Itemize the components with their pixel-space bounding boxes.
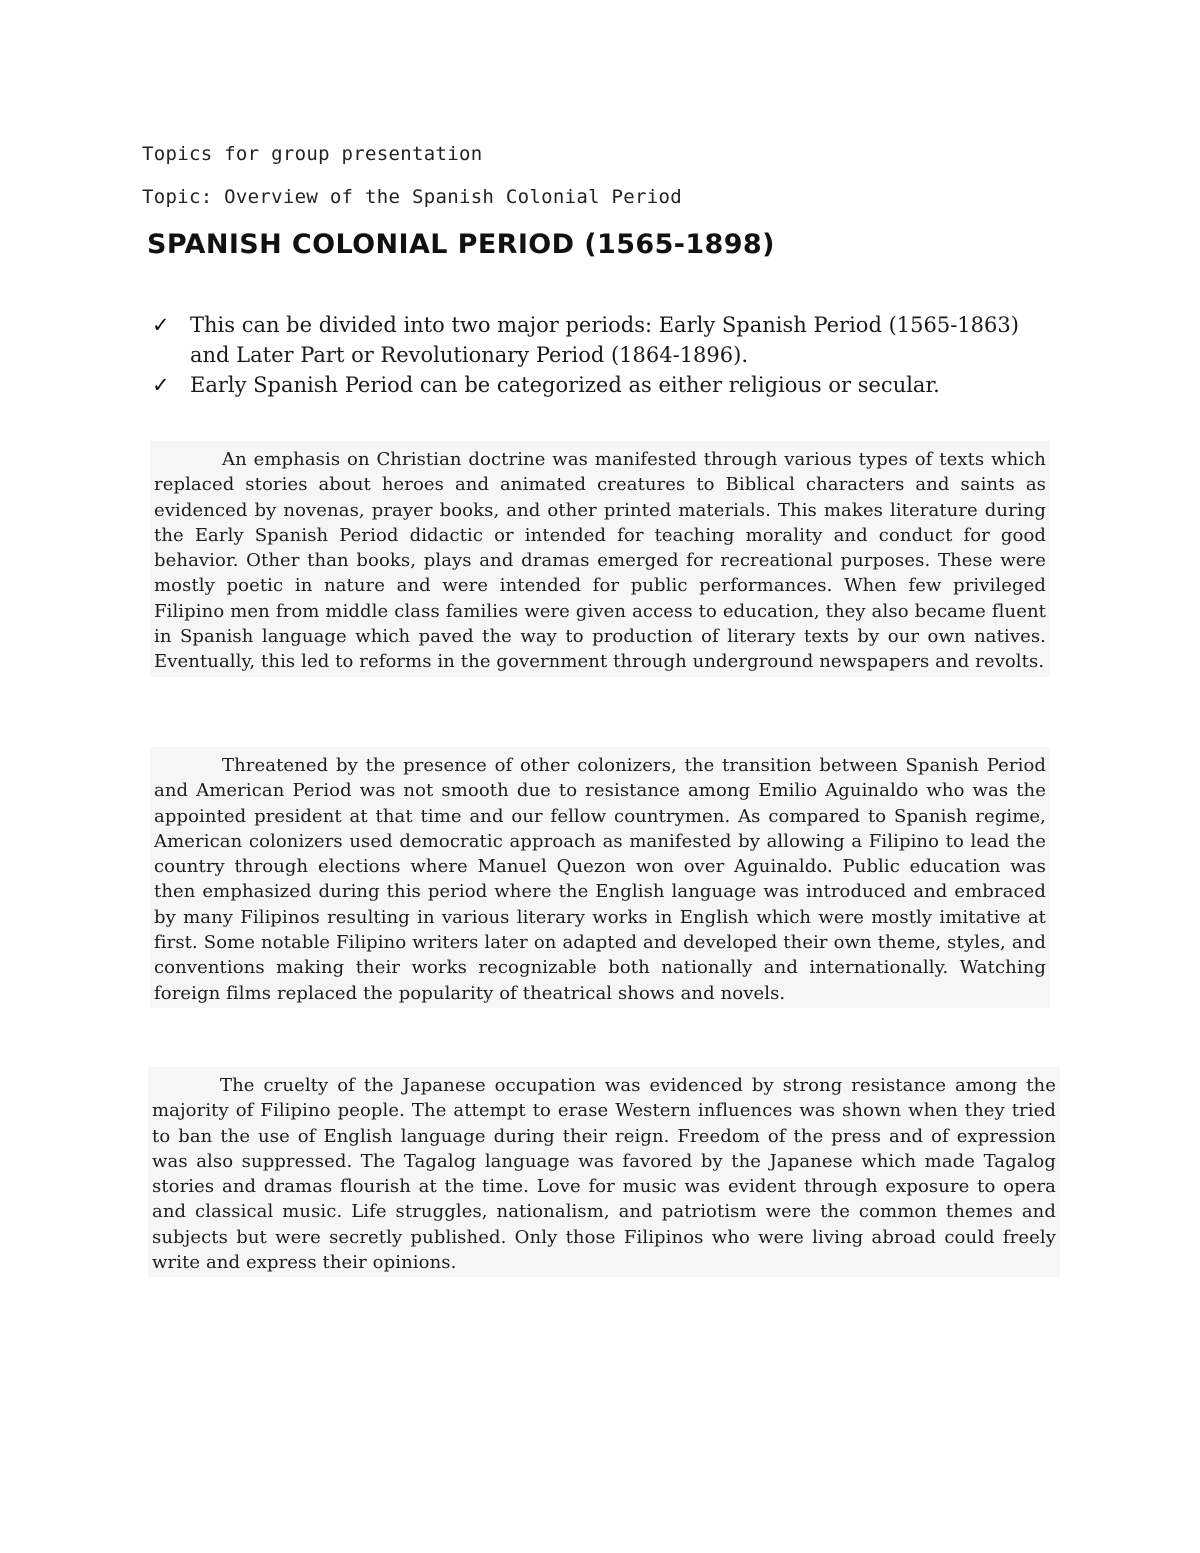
bullet-item [150,310,1050,370]
paragraph-spanish-period: An emphasis on Christian doctrine was manifested through various types of texts which replaced stories about heroes and animated creatures to Biblical characters and saints as evidenced by novenas, prayer books, and other printed materials. This makes literature during the Early Spanish Period didactic or intended for teaching morality and conduct for good behavior. Other than books, plays and dramas emerged for recreational purposes. These were mostly poetic in nature and were intended for public performances. When few privileged Filipino men from middle class families were given access to education, they also became fluent in Spanish language which paved the way to production of literary texts by our own natives. Eventually, this led to reforms in the government through underground newspapers and revolts. [154,449,1046,673]
bullet-text: This can be divided into two major periods: Early Spanish Period (1565-1863) and Later Part or Revolutionary Period (1864-1896). [190,313,1019,367]
paragraph-american-period: Threatened by the presence of other colonizers, the transition between Spanish Period and American Period was not smooth due to resistance among Emilio Aguinaldo who was the appointed president at that time and our fellow countrymen. As compared to Spanish regime, American colonizers used democratic approach as manifested by allowing a Filipino to lead the country through elections where Manuel Quezon won over Aguinaldo. Public education was then emphasized during this period where the English language was introduced and embraced by many Filipinos resulting in various literary works in English which were mostly imitative at first. Some notable Filipino writers later on adapted and developed their own theme, styles, and conventions making their works recognizable both nationally and internationally. Watching foreign films replaced the popularity of theatrical shows and novels. [154,755,1046,1004]
check-icon: ✓ [152,313,170,337]
bullet-text: Early Spanish Period can be categorized as either religious or secular. [190,373,940,397]
paragraph-block [150,747,1050,1008]
check-icon: ✓ [152,373,170,397]
paragraph-block [150,441,1050,677]
page-title: SPANISH COLONIAL PERIOD (1565-1898) [147,229,775,260]
presentation-label: Topics for group presentation [142,143,483,165]
topic-line: Topic: Overview of the Spanish Colonial Period [142,186,682,208]
paragraph-block [148,1067,1060,1277]
paragraph-japanese-period: The cruelty of the Japanese occupation was evidenced by strong resistance among the majority of Filipino people. The attempt to erase Western influences was shown when they tried to ban the use of English language during their reign. Freedom of the press and of expression was also suppressed. The Tagalog language was favored by the Japanese which made Tagalog stories and dramas flourish at the time. Love for music was evident through exposure to opera and classical music. Life struggles, nationalism, and patriotism were the common themes and subjects but were secretly published. Only those Filipinos who were living abroad could freely write and express their opinions. [152,1075,1056,1274]
bullet-list [150,310,1050,400]
bullet-item [150,370,1050,400]
